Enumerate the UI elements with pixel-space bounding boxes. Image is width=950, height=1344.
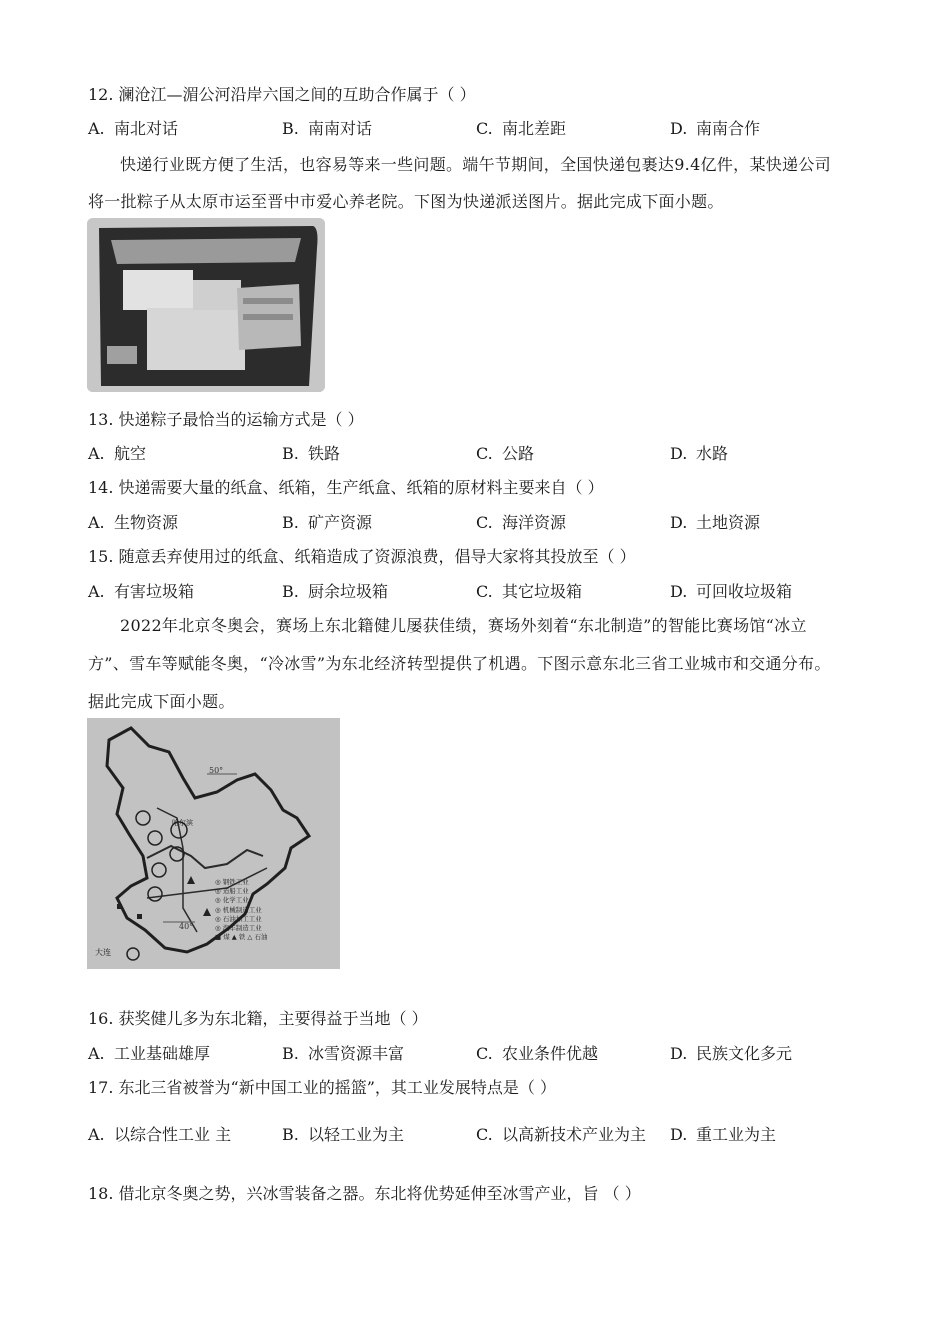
city-harbin-label: 哈尔滨 bbox=[172, 819, 193, 827]
question-18-stem: 18. 借北京冬奥之势，兴冰雪装备之器。东北将优势延伸至冰雪产业，旨 （ ） bbox=[88, 1184, 641, 1203]
legend-item: ◎ 化学工业 bbox=[215, 896, 249, 905]
delivery-van-illustration bbox=[87, 218, 325, 392]
question-14-stem: 14. 快递需要大量的纸盒、纸箱，生产纸盒、纸箱的原材料主要来自（ ） bbox=[88, 478, 604, 497]
option-a: A. 以综合性工业 主 bbox=[88, 1125, 232, 1144]
question-16-stem: 16. 获奖健儿多为东北籍，主要得益于当地（ ） bbox=[88, 1009, 428, 1028]
latitude-50-label: 50° bbox=[209, 766, 224, 775]
option-d: D. 水路 bbox=[670, 444, 729, 463]
option-c: C. 以高新技术产业为主 bbox=[476, 1125, 647, 1144]
passage-1-line-1: 快递行业既方便了生活，也容易等来一些问题。端午节期间，全国快递包裹达9.4亿件，某快递公司 bbox=[120, 155, 831, 174]
northeast-china-map bbox=[87, 718, 340, 969]
question-17-stem: 17. 东北三省被誉为“新中国工业的摇篮”，其工业发展特点是（ ） bbox=[88, 1078, 556, 1097]
question-12-options bbox=[88, 116, 888, 138]
option-b: B. 冰雪资源丰富 bbox=[282, 1044, 405, 1063]
option-c: C. 公路 bbox=[476, 444, 535, 463]
legend-item: ◎ 造船工业 bbox=[215, 887, 249, 896]
option-a: A. 南北对话 bbox=[88, 119, 179, 138]
option-d: D. 重工业为主 bbox=[670, 1125, 777, 1144]
legend-item: ◎ 钢铁工业 bbox=[215, 878, 249, 886]
question-15-stem: 15. 随意丢弃使用过的纸盒、纸箱造成了资源浪费，倡导大家将其投放至（ ） bbox=[88, 547, 636, 566]
option-b: B. 南南对话 bbox=[282, 119, 373, 138]
option-d: D. 南南合作 bbox=[670, 119, 761, 138]
question-17-options bbox=[88, 1122, 888, 1144]
option-a: A. 生物资源 bbox=[88, 513, 179, 532]
legend-resources: ■ 煤 ▲ 铁 △ 石油 bbox=[215, 933, 268, 942]
question-14-options bbox=[88, 510, 888, 532]
option-b: B. 厨余垃圾箱 bbox=[282, 582, 389, 601]
option-d: D. 土地资源 bbox=[670, 513, 761, 532]
option-c: C. 农业条件优越 bbox=[476, 1044, 599, 1063]
passage-2-line-2: 方”、雪车等赋能冬奥，“冷冰雪”为东北经济转型提供了机遇。下图示意东北三省工业城市和交通分布。 bbox=[88, 654, 831, 673]
passage-2-line-1: 2022年北京冬奥会，赛场上东北籍健儿屡获佳绩，赛场外刻着“东北制造”的智能比赛场馆“冰立 bbox=[120, 616, 807, 635]
map-legend bbox=[215, 878, 267, 942]
latitude-40-label: 40° bbox=[179, 922, 194, 931]
map-outline bbox=[87, 718, 340, 969]
passage-2-line-3: 据此完成下面小题。 bbox=[88, 692, 235, 711]
question-16-options bbox=[88, 1041, 888, 1063]
option-b: B. 以轻工业为主 bbox=[282, 1125, 405, 1144]
question-13-stem: 13. 快递粽子最恰当的运输方式是（ ） bbox=[88, 410, 364, 429]
option-b: B. 铁路 bbox=[282, 444, 341, 463]
option-d: D. 可回收垃圾箱 bbox=[670, 582, 793, 601]
option-a: A. 航空 bbox=[88, 444, 147, 463]
option-c: C. 南北差距 bbox=[476, 119, 567, 138]
legend-item: ◎ 机械制造工业 bbox=[215, 905, 262, 914]
passage-1-line-2: 将一批粽子从太原市运至晋中市爱心养老院。下图为快递派送图片。据此完成下面小题。 bbox=[88, 192, 724, 211]
option-a: A. 有害垃圾箱 bbox=[88, 582, 195, 601]
city-dalian-label: 大连 bbox=[95, 948, 111, 957]
question-12-stem: 12. 澜沧江—湄公河沿岸六国之间的互助合作属于（ ） bbox=[88, 85, 476, 104]
option-d: D. 民族文化多元 bbox=[670, 1044, 793, 1063]
option-c: C. 海洋资源 bbox=[476, 513, 567, 532]
option-c: C. 其它垃圾箱 bbox=[476, 582, 583, 601]
option-a: A. 工业基础雄厚 bbox=[88, 1044, 211, 1063]
question-15-options bbox=[88, 579, 888, 601]
delivery-photo bbox=[87, 218, 325, 392]
option-b: B. 矿产资源 bbox=[282, 513, 373, 532]
legend-item: ◎ 石油加工工业 bbox=[215, 914, 262, 923]
legend-item: ◎ 汽车制造工业 bbox=[215, 924, 262, 933]
question-13-options bbox=[88, 441, 888, 463]
